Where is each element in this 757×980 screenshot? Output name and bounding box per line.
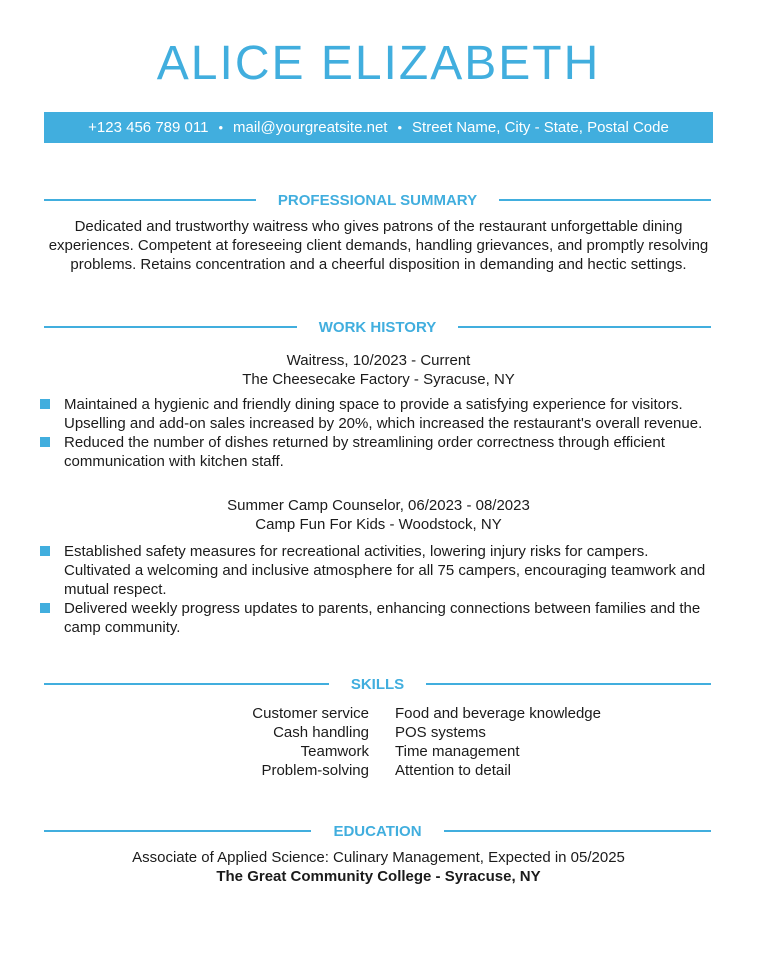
divider-line [44, 683, 329, 685]
skill-item: Problem-solving [261, 762, 369, 779]
skills-column-right [395, 704, 601, 780]
contact-bar [44, 112, 713, 143]
job-title: Waitress, 10/2023 - Current [286, 352, 471, 369]
list-item: Delivered weekly progress updates to parents, enhancing connections between families and the camp community. [40, 599, 715, 637]
skill-item: POS systems [395, 724, 486, 741]
bullet-square-icon [40, 399, 50, 409]
skills-column-left [252, 704, 369, 780]
skill-item: Cash handling [273, 724, 369, 741]
section-header-skills [44, 674, 711, 694]
education-school: The Great Community College - Syracuse, NY [216, 868, 541, 885]
bullet-square-icon [40, 603, 50, 613]
divider-line [444, 830, 711, 832]
divider-line [44, 326, 297, 328]
job-company: Camp Fun For Kids - Woodstock, NY [255, 516, 502, 533]
section-title: SKILLS [350, 675, 405, 693]
phone-text: +123 456 789 011 [88, 119, 209, 136]
divider-line [426, 683, 711, 685]
education-degree: Associate of Applied Science: Culinary Management, Expected in 05/2025 [132, 849, 625, 866]
skill-item: Teamwork [300, 743, 369, 760]
section-title: PROFESSIONAL SUMMARY [277, 191, 478, 209]
job-bullets [40, 542, 715, 637]
divider-line [499, 199, 711, 201]
section-header-summary [44, 190, 711, 210]
list-item: Established safety measures for recreational activities, lowering injury risks for campers. Cultivated a welcoming and inclusive atmosphere for all 75 campers, encouraging teamwork and mutual respect. [40, 542, 715, 599]
list-item: Maintained a hygienic and friendly dining space to provide a satisfying experience for visitors. Upselling and add-on sales increased by 20%, which increased the restaurant's overall revenue. [40, 395, 715, 433]
divider-line [44, 830, 311, 832]
job-company: The Cheesecake Factory - Syracuse, NY [242, 371, 515, 388]
skill-item: Time management [395, 743, 520, 760]
section-title: EDUCATION [333, 822, 422, 840]
job-title: Summer Camp Counselor, 06/2023 - 08/2023 [227, 497, 530, 514]
divider-line [44, 199, 256, 201]
summary-text: Dedicated and trustworthy waitress who gives patrons of the restaurant unforgettable dining experiences. Competent at foreseeing client demands, handling grievances, and promptly resolving problems. Retains concentration and a cheerful disposition in demanding and hectic settings. [48, 218, 709, 273]
skill-item: Attention to detail [395, 762, 511, 779]
bullet-square-icon [40, 546, 50, 556]
section-header-work-history [44, 317, 711, 337]
skill-item: Food and beverage knowledge [395, 705, 601, 722]
skill-item: Customer service [252, 705, 369, 722]
address-text: Street Name, City - State, Postal Code [412, 119, 669, 136]
list-item: Reduced the number of dishes returned by streamlining order correctness through efficient communication with kitchen staff. [40, 433, 715, 471]
divider-line [458, 326, 711, 328]
email-text: mail@yourgreatsite.net [233, 119, 388, 136]
separator-dot: • [397, 120, 403, 135]
resume-name: ALICE ELIZABETH [156, 37, 601, 90]
section-header-education [44, 821, 711, 841]
separator-dot: • [218, 120, 223, 135]
bullet-square-icon [40, 437, 50, 447]
section-title: WORK HISTORY [318, 318, 437, 336]
job-bullets [40, 395, 715, 471]
